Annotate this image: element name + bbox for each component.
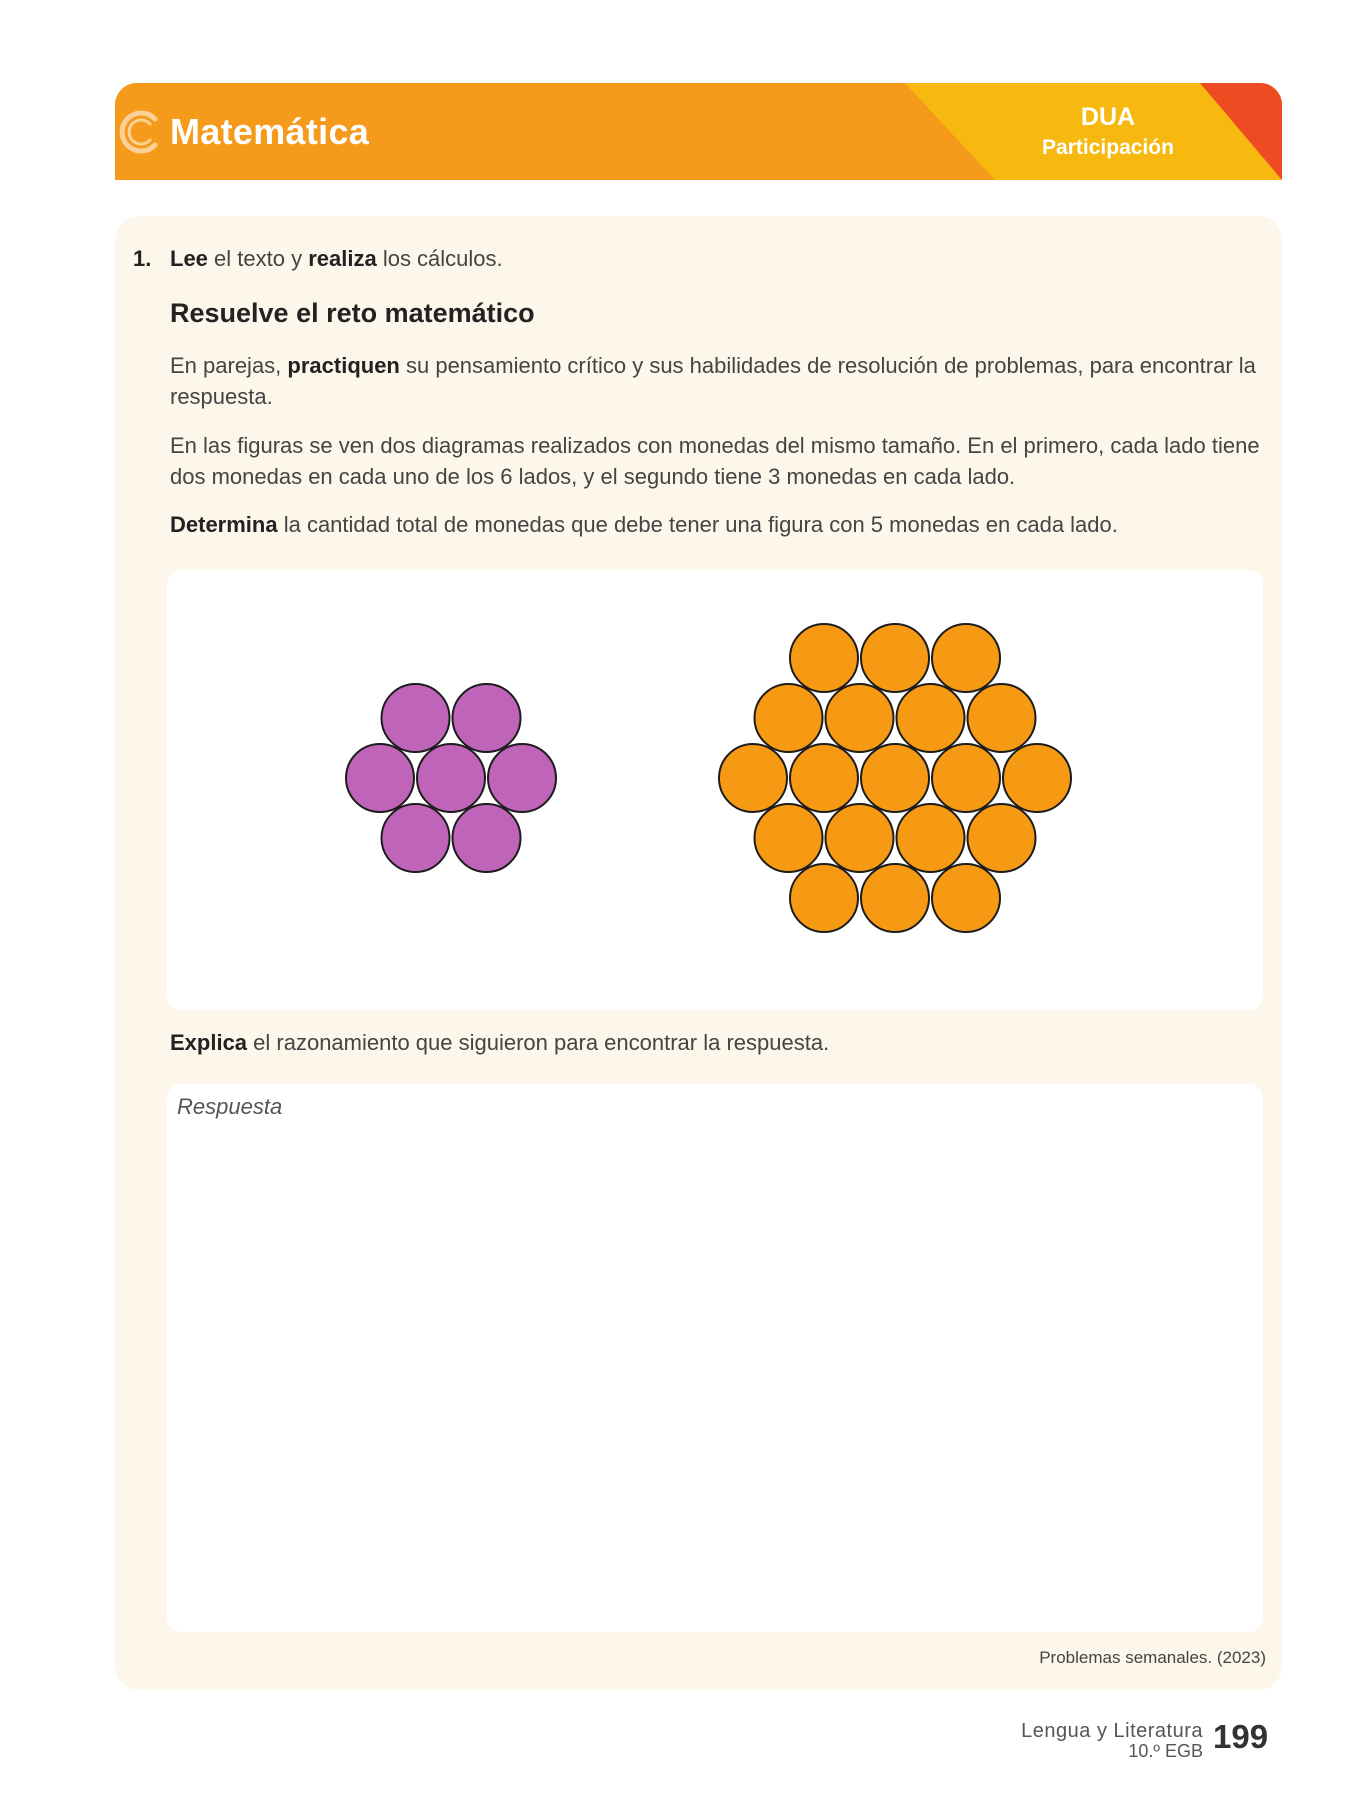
orange-coin (932, 624, 1000, 692)
question-instruction (170, 246, 503, 272)
instruction-text-end: los cálculos. (376, 246, 503, 271)
explain-verb: Explica (170, 1030, 248, 1055)
orange-coin (932, 864, 1000, 932)
orange-coin (790, 864, 858, 932)
orange-coin (790, 624, 858, 692)
dua-subtitle: Participación (1042, 136, 1174, 159)
paragraph-determine (170, 509, 1260, 540)
purple-coin (417, 744, 485, 812)
paragraph-pairs-start: En parejas, (170, 353, 288, 378)
instruction-verb-read: Lee (170, 246, 208, 271)
orange-coin (861, 864, 929, 932)
instruction-text: el texto y (207, 246, 309, 271)
subject-banner (115, 83, 1282, 180)
orange-coin (968, 804, 1036, 872)
orange-coin (897, 684, 965, 752)
paragraph-figures: En las figuras se ven dos diagramas realizados con monedas del mismo tamaño. En el primero, cada lado tiene dos monedas en cada uno de los 6 lados, y el segundo tiene 3 monedas en cada lado. (170, 433, 1260, 489)
coin-figures-box (167, 570, 1263, 1010)
orange-coin (719, 744, 787, 812)
footer-subject: Lengua y Literatura (1021, 1720, 1203, 1742)
purple-coin (453, 804, 521, 872)
large-hexagon-figure (719, 624, 1071, 932)
orange-coin (826, 804, 894, 872)
source-citation: Problemas semanales. (2023) (1039, 1648, 1266, 1667)
answer-label: Respuesta (177, 1094, 283, 1119)
orange-coin (861, 624, 929, 692)
answer-area[interactable] (167, 1084, 1263, 1632)
paragraph-pairs (170, 350, 1260, 412)
orange-coin (968, 684, 1036, 752)
question-number: 1. (133, 246, 152, 271)
paragraph-pairs-end: su pensamiento crítico y sus habilidades de resolución de problemas, para encontrar la respuesta. (170, 353, 1256, 409)
orange-coin (1003, 744, 1071, 812)
coin-figures (167, 570, 1263, 1010)
purple-coin (382, 804, 450, 872)
subject-title: Matemática (170, 111, 370, 152)
explain-text: el razonamiento que siguieron para encontrar la respuesta. (247, 1030, 830, 1055)
purple-coin (382, 684, 450, 752)
orange-coin (755, 804, 823, 872)
determine-verb: Determina (170, 512, 278, 537)
explain-instruction (170, 1030, 829, 1056)
purple-coin (453, 684, 521, 752)
determine-text: la cantidad total de monedas que debe tener una figura con 5 monedas en cada lado. (277, 512, 1118, 537)
orange-coin (932, 744, 1000, 812)
dua-title: DUA (1080, 103, 1136, 131)
orange-coin (897, 804, 965, 872)
small-hexagon-figure (346, 684, 556, 872)
orange-coin (790, 744, 858, 812)
instruction-verb-do: realiza (308, 246, 377, 271)
orange-coin (861, 744, 929, 812)
footer-grade: 10.º EGB (1128, 1741, 1203, 1761)
orange-coin (826, 684, 894, 752)
challenge-title: Resuelve el reto matemático (170, 298, 535, 328)
subject-c-icon (117, 107, 167, 157)
page-number: 199 (1213, 1718, 1269, 1755)
paragraph-pairs-verb: practiquen (287, 353, 400, 378)
activity-card (115, 216, 1282, 1690)
purple-coin (346, 744, 414, 812)
orange-coin (755, 684, 823, 752)
purple-coin (488, 744, 556, 812)
